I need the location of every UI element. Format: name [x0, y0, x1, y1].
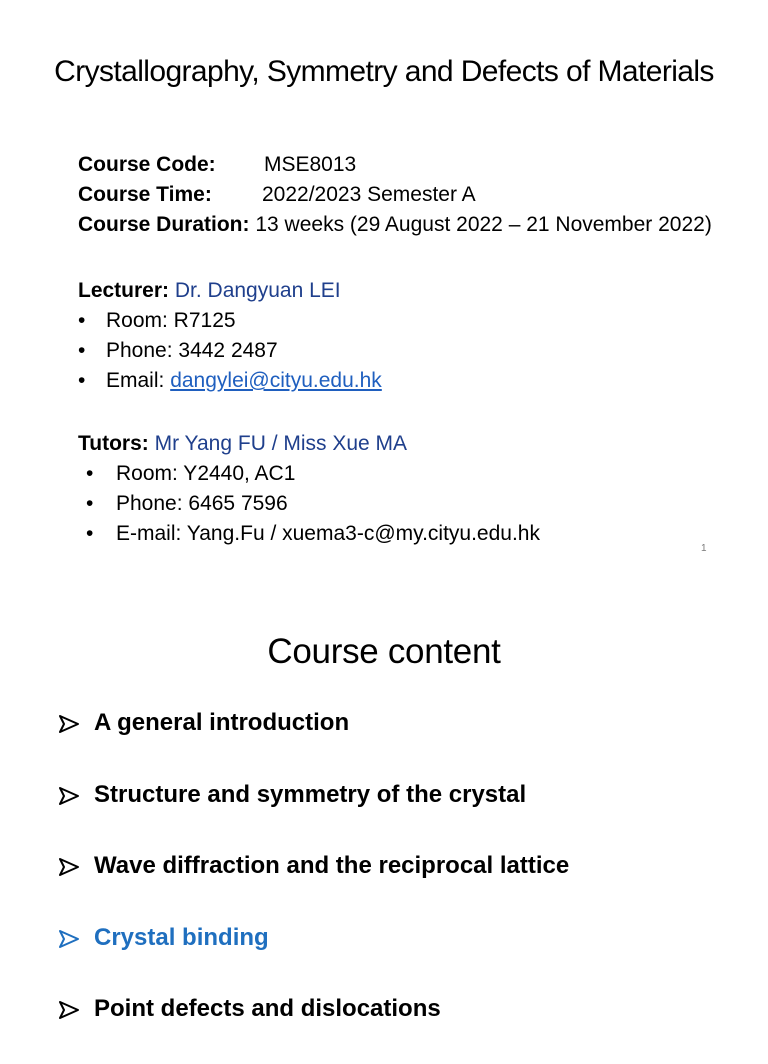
list-item-label: Crystal binding: [94, 923, 269, 951]
lecturer-phone-text: Phone: 3442 2487: [106, 339, 278, 362]
lecturer-email: [78, 366, 382, 396]
lecturer-row: [78, 276, 341, 306]
bullet-icon: •: [86, 522, 94, 545]
lecturer-phone: [78, 336, 341, 366]
email-label: Email:: [106, 369, 171, 392]
course-code-value: MSE8013: [264, 153, 357, 176]
course-duration-value: 13 weeks (29 August 2022 – 21 November 2022): [249, 213, 712, 236]
course-code-label: Course Code:: [78, 153, 216, 176]
list-item-label: Point defects and dislocations: [94, 995, 441, 1022]
page-number: 1: [701, 543, 707, 554]
lecturer-email-link[interactable]: dangylei@cityu.edu.hk: [170, 369, 382, 392]
course-details: [78, 150, 712, 240]
lecturer-name: Dr. Dangyuan LEI: [169, 279, 341, 302]
lecturer-section: [78, 276, 382, 396]
slide-title: Course content: [267, 632, 501, 671]
bullet-icon: •: [78, 309, 86, 332]
bullet-icon: •: [86, 462, 94, 485]
arrow-bullet-icon: [58, 930, 80, 948]
arrow-bullet-icon: [58, 715, 80, 733]
course-time-label: Course Time:: [78, 183, 212, 206]
arrow-bullet-icon: [58, 1001, 80, 1019]
course-duration-label: Course Duration:: [78, 213, 250, 236]
list-item-label: A general introduction: [94, 709, 350, 736]
tutors-label: Tutors:: [78, 432, 149, 455]
tutors-email: [78, 519, 540, 549]
arrow-bullet-icon: [58, 787, 80, 805]
list-item-label: Structure and symmetry of the crystal: [94, 780, 527, 808]
lecturer-email-text: [106, 366, 382, 396]
course-time-value: 2022/2023 Semester A: [262, 183, 476, 206]
tutors-phone-text: Phone: 6465 7596: [116, 492, 288, 515]
list-item-label: Wave diffraction and the reciprocal lattice: [94, 852, 570, 879]
tutors-section: [78, 429, 540, 549]
tutors-room: [78, 459, 407, 489]
course-code-row: [78, 150, 712, 180]
tutors-phone: [78, 489, 407, 519]
lecturer-room-text: Room: R7125: [106, 309, 236, 332]
slide-course-content: [0, 576, 768, 1024]
tutors-row: [78, 429, 407, 459]
course-time-row: [78, 180, 712, 210]
bullet-icon: •: [78, 339, 86, 362]
lecturer-label: Lecturer:: [78, 279, 170, 302]
tutors-names: Mr Yang FU / Miss Xue MA: [148, 432, 408, 455]
bullet-icon: •: [78, 369, 86, 392]
tutors-room-text: Room: Y2440, AC1: [116, 462, 296, 485]
slide-title: Crystallography, Symmetry and Defects of Materials: [54, 55, 714, 88]
bullet-icon: •: [86, 492, 94, 515]
tutors-email-text: E-mail: Yang.Fu / xuema3-c@my.cityu.edu.hk: [116, 522, 540, 545]
arrow-bullet-icon: [58, 858, 80, 876]
lecturer-room: [78, 306, 341, 336]
course-duration-row: [78, 210, 712, 240]
